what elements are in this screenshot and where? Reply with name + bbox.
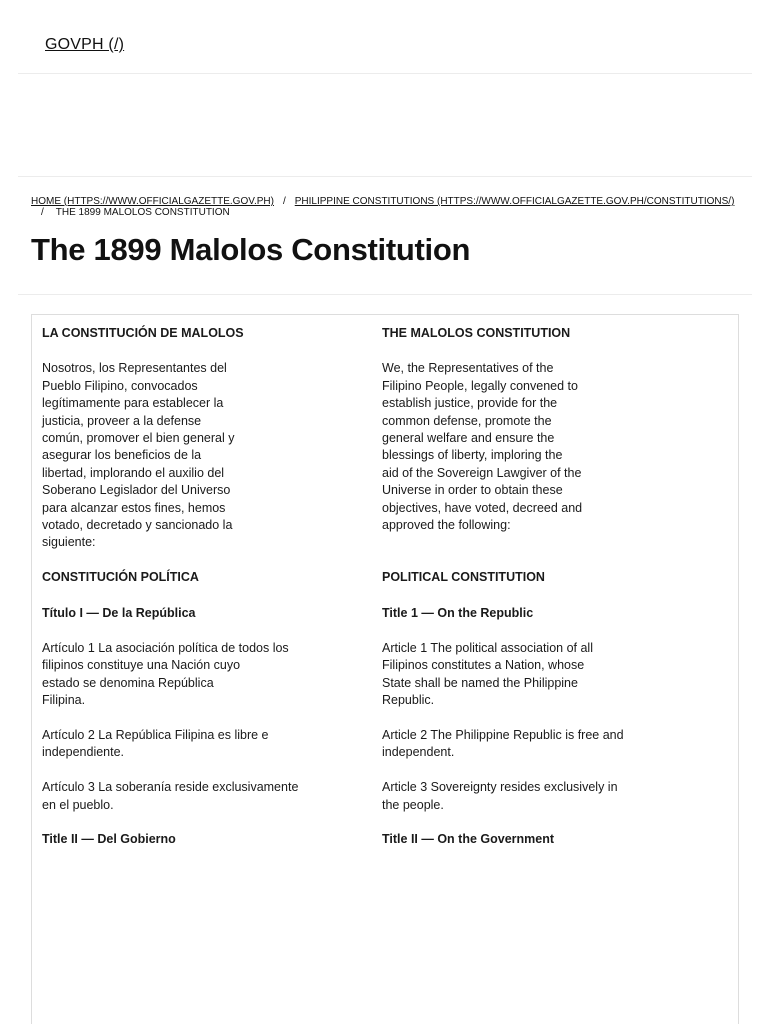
text-line: justicia, proveer a la defense (42, 413, 202, 428)
breadcrumb-line-2 (31, 207, 743, 218)
english-column (382, 325, 652, 867)
text-line: votado, decretado y sancionado la (42, 518, 233, 533)
breadcrumb-constitutions-link[interactable]: PHILIPPINE CONSTITUTIONS (HTTPS://WWW.OFFICIALGAZETTE.GOV.PH/CONSTITUTIONS/) (294, 196, 735, 207)
text-line: Filipina. (42, 693, 86, 708)
text-line: en el pueblo. (42, 797, 114, 812)
text-line: objectives, have voted, decreed and (382, 500, 583, 515)
english-title-2: Title II — On the Government (382, 832, 555, 847)
text-line: establish justice, provide for the (382, 396, 558, 411)
page-title: The 1899 Malolos Constitution (31, 232, 471, 267)
breadcrumb-home-link[interactable]: HOME (HTTPS://WWW.OFFICIALGAZETTE.GOV.PH) (31, 196, 274, 207)
title-divider (18, 294, 752, 295)
spanish-article-2 (42, 727, 332, 762)
spanish-title-1: Título I — De la República (42, 605, 196, 620)
top-navigation-bar (18, 0, 752, 74)
text-line: Article 1 The political association of all (382, 641, 593, 656)
text-line: Filipino People, legally convened to (382, 378, 578, 393)
text-line: Article 2 The Philippine Republic is free and (382, 728, 624, 743)
text-line: legítimamente para establecer la (42, 396, 224, 411)
spanish-preamble (42, 360, 332, 551)
breadcrumb-current-page: THE 1899 MALOLOS CONSTITUTION (55, 207, 230, 218)
text-line: general welfare and ensure the (382, 431, 555, 446)
text-line: Republic. (382, 693, 435, 708)
text-line: Article 3 Sovereignty resides exclusively in (382, 780, 618, 795)
text-line: libertad, implorando el auxilio del (42, 465, 225, 480)
text-line: para alcanzar estos fines, hemos (42, 500, 226, 515)
english-heading: THE MALOLOS CONSTITUTION (382, 326, 571, 340)
breadcrumb (31, 196, 743, 218)
english-article-1 (382, 640, 652, 710)
text-line: We, the Representatives of the (382, 361, 554, 376)
english-political-heading: POLITICAL CONSTITUTION (382, 570, 545, 585)
constitution-text-table (31, 314, 739, 1024)
spanish-political-heading: CONSTITUCIÓN POLÍTICA (42, 570, 199, 585)
text-line: common defense, promote the (382, 413, 552, 428)
text-line: Soberano Legislador del Universo (42, 483, 231, 498)
text-line: independent. (382, 745, 455, 760)
breadcrumb-separator: / (282, 196, 286, 207)
breadcrumb-line-1 (31, 196, 743, 207)
text-line: Artículo 2 La República Filipina es libre e (42, 728, 269, 743)
text-line: asegurar los beneficios de la (42, 448, 202, 463)
text-line: estado se denomina República (42, 675, 214, 690)
text-line: siguiente: (42, 535, 96, 550)
text-line: approved the following: (382, 518, 511, 533)
text-line: the people. (382, 797, 444, 812)
text-line: común, promover el bien general y (42, 431, 235, 446)
spanish-article-1 (42, 640, 332, 710)
spanish-article-3 (42, 779, 332, 814)
text-line: Nosotros, los Representantes del (42, 361, 227, 376)
english-title-1: Title 1 — On the Republic (382, 605, 534, 620)
text-line: filipinos constituye una Nación cuyo (42, 658, 241, 673)
text-line: Artículo 3 La soberanía reside exclusivamente (42, 780, 299, 795)
breadcrumb-separator: / (41, 207, 44, 218)
spanish-column (42, 325, 332, 867)
text-line: aid of the Sovereign Lawgiver of the (382, 465, 582, 480)
english-preamble (382, 360, 652, 534)
spanish-title-2: Title II — Del Gobierno (42, 832, 176, 847)
text-line: Filipinos constitutes a Nation, whose (382, 658, 585, 673)
text-line: Pueblo Filipino, convocados (42, 378, 198, 393)
english-article-3 (382, 779, 652, 814)
text-line: blessings of liberty, imploring the (382, 448, 563, 463)
english-article-2 (382, 727, 652, 762)
text-line: Universe in order to obtain these (382, 483, 563, 498)
govph-home-link[interactable]: GOVPH (/) (45, 36, 125, 53)
text-line: State shall be named the Philippine (382, 675, 578, 690)
text-line: Artículo 1 La asociación política de todos los (42, 641, 289, 656)
header-divider (18, 176, 752, 177)
text-line: independiente. (42, 745, 125, 760)
spanish-heading: LA CONSTITUCIÓN DE MALOLOS (42, 326, 244, 340)
